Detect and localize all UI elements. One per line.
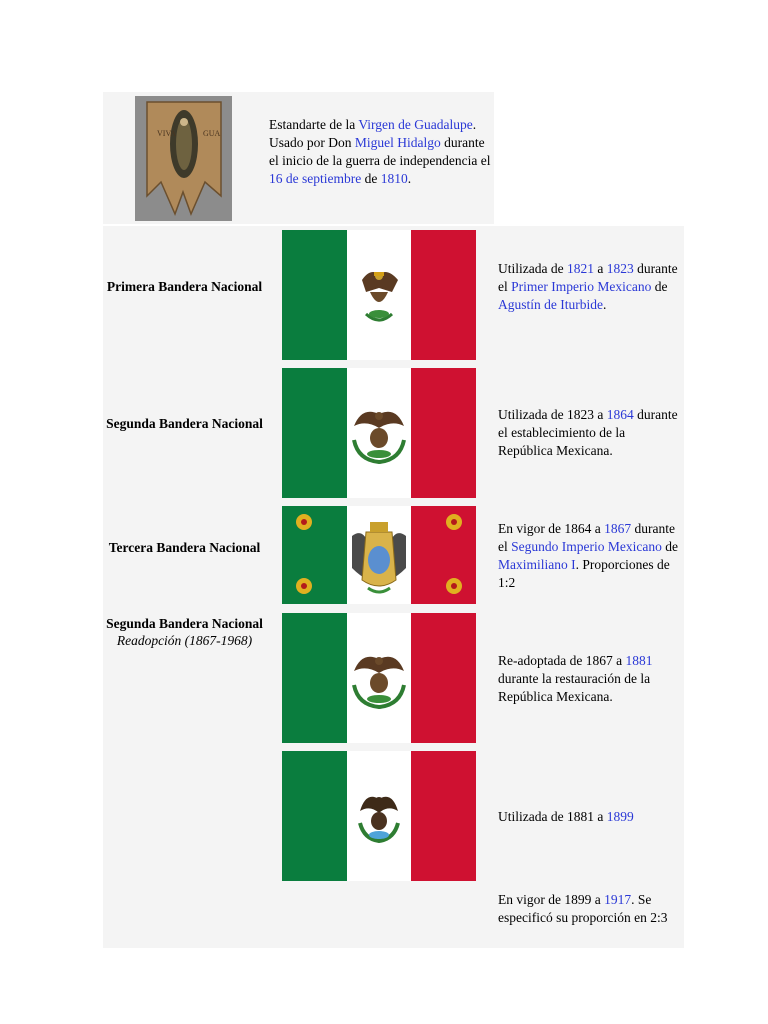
svg-text:VIVA: VIVA	[157, 129, 176, 138]
guadalupe-banner-image[interactable]	[135, 96, 232, 221]
link-virgen-de-guadalupe[interactable]: Virgen de Guadalupe	[358, 117, 473, 132]
link-1917[interactable]: 1917	[604, 892, 632, 907]
banner-text: de	[361, 171, 381, 186]
desc-text: En vigor de 1864 a	[498, 521, 605, 536]
link-1821[interactable]: 1821	[566, 261, 594, 276]
row-description	[498, 891, 682, 927]
link-miguel-hidalgo[interactable]: Miguel Hidalgo	[354, 135, 441, 150]
row-label: Segunda Bandera Nacional	[106, 416, 263, 431]
desc-text: durante el	[498, 261, 678, 294]
row-description	[498, 808, 682, 826]
third-national-flag[interactable]	[282, 506, 476, 604]
desc-text: durante la restauración de la República Mexicana.	[498, 671, 651, 704]
link-segundo-imperio-mexicano[interactable]: Segundo Imperio Mexicano	[511, 539, 662, 554]
link-1899[interactable]: 1899	[606, 809, 634, 824]
row-label: Primera Bandera Nacional	[106, 279, 263, 294]
row-description	[498, 406, 682, 460]
row-label-title: Segunda Bandera Nacional	[106, 616, 263, 631]
link-primer-imperio-mexicano[interactable]: Primer Imperio Mexicano	[511, 279, 652, 294]
link-1864[interactable]: 1864	[606, 407, 634, 422]
desc-text: . Proporciones de 1:2	[498, 557, 670, 590]
row-label	[103, 615, 266, 649]
desc-text: a	[593, 261, 607, 276]
link-agustin-de-iturbide[interactable]: Agustín de Iturbide	[498, 297, 603, 312]
desc-text: de	[651, 279, 668, 294]
row-description	[498, 260, 682, 314]
desc-text: En vigor de 1899 a	[498, 892, 605, 907]
link-1881[interactable]: 1881	[625, 653, 653, 668]
first-national-flag[interactable]	[282, 230, 476, 360]
banner-text: Estandarte de la	[269, 117, 359, 132]
desc-text: Utilizada de 1823 a	[498, 407, 607, 422]
link-1823[interactable]: 1823	[606, 261, 634, 276]
row-description	[498, 652, 682, 706]
flag-1881[interactable]	[282, 751, 476, 881]
desc-text: Re-adoptada de 1867 a	[498, 653, 626, 668]
desc-text: durante el establecimiento de la República Mexicana.	[498, 407, 678, 458]
desc-text: Utilizada de 1881 a	[498, 809, 607, 824]
desc-text: .	[602, 297, 607, 312]
desc-text: de	[661, 539, 678, 554]
desc-text: . Se especificó su proporción en 2:3	[498, 892, 668, 925]
second-national-flag-readopted[interactable]	[282, 613, 476, 743]
link-16-de-septiembre[interactable]: 16 de septiembre	[269, 171, 362, 186]
desc-text: Utilizada de	[498, 261, 567, 276]
row-label-subtitle: Readopción (1867-1968)	[116, 633, 253, 648]
second-national-flag[interactable]	[282, 368, 476, 498]
banner-description	[269, 116, 494, 188]
row-label: Tercera Bandera Nacional	[108, 540, 261, 555]
banner-text: durante el inicio de la guerra de independencia el	[269, 135, 491, 168]
desc-text: durante el	[498, 521, 675, 554]
link-1867[interactable]: 1867	[604, 521, 632, 536]
svg-text:GUA: GUA	[203, 129, 221, 138]
banner-text: . Usado por Don	[269, 117, 477, 150]
row-description	[498, 520, 682, 592]
banner-text: .	[407, 171, 412, 186]
link-1810[interactable]: 1810	[380, 171, 408, 186]
link-maximiliano-i[interactable]: Maximiliano I	[498, 557, 576, 572]
